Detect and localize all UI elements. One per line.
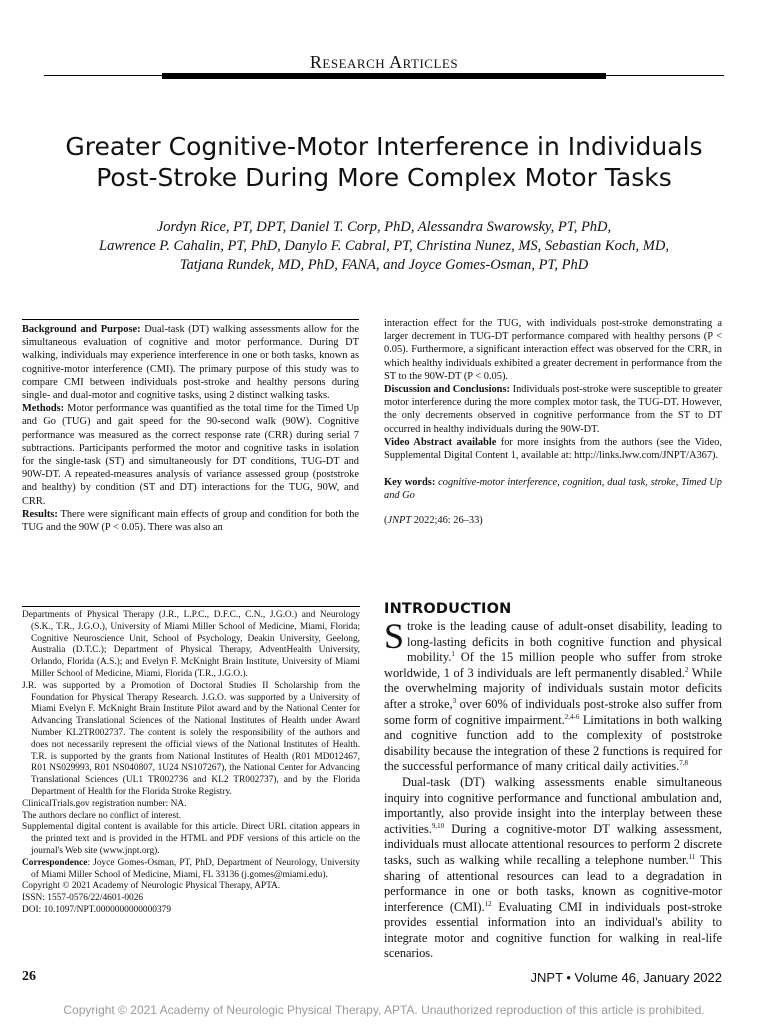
background-label: Background and Purpose: [22, 324, 141, 335]
intro-text: troke is the leading cause of adult-onset disability, leading to long-lasting deficits in both cognitive function and physical mobility. [407, 619, 722, 665]
journal-footer: JNPT • Volume 46, January 2022 [530, 970, 722, 985]
footnote-affiliations: Departments of Physical Therapy (J.R., L.P.C., D.F.C., C.N., J.G.O.) and Neurology (S.K., T.R., J.G.O.), University of Miami Miller School of Medicine, Miami, Florida; Cognitive Neuroscience Unit, School of Psychology, Deakin University, Geelong, Australia (D.T.C.); Department of Physical Therapy, AdventHealth University, Orlando, Florida (A.S.); and Evelyn F. McKnight Brain Institute, University of Miami Miller School of Medicine, Miami, Florida (T.R., J.G.O.). [22, 610, 360, 679]
section-label: Research Articles [309, 52, 459, 72]
title-line-1: Greater Cognitive-Motor Interference in Individuals [65, 132, 703, 161]
discussion-label: Discussion and Conclusions: [384, 384, 510, 396]
intro-text: This sharing of attentional resources can lead to a degradation in performance in one or both tasks, known as cognitive-motor interference (CMI). [384, 852, 722, 914]
journal-citation: (JNPT 2022;46: 26–33) [384, 514, 483, 526]
results-label: Results: [22, 508, 58, 520]
footnote-trial: ClinicalTrials.gov registration number: NA. [22, 798, 187, 809]
intro-paragraph-1 [384, 616, 723, 775]
footnote-supplemental: Supplemental digital content is available for this article. Direct URL citation appears in the printed text and is provided in the HTML and PDF versions of this article on the journal's Web site (www.jnpt.org). [22, 822, 360, 856]
footnote-correspondence [22, 858, 360, 882]
copyright-notice: Copyright © 2021 Academy of Neurologic Physical Therapy, APTA. Unauthorized reproduction of this article is prohibited. [63, 1003, 705, 1017]
citation-rest: 2022;46: 26–33) [411, 514, 483, 526]
author-line-3: Tatjana Rundek, MD, PhD, FANA, and Joyce Gomes-Osman, PT, PhD [179, 257, 589, 273]
header-rule-thick [162, 73, 606, 79]
intro-text: over 60% of individuals post-stroke also suffer from some form of cognitive impairment. [384, 696, 722, 727]
citation-ref: 2,4-6 [564, 712, 580, 721]
intro-text: Evaluating CMI in individuals post-stroke provides essential information into an individual's ability to integrate motor and cognitive function for walking in real-life scenarios. [384, 899, 722, 961]
citation-ref: 7,8 [679, 759, 688, 768]
footnotes [22, 606, 360, 917]
intro-paragraph-2 [384, 775, 722, 962]
discussion-text: Individuals post-stroke were susceptible to greater motor interference during the more complex motor task, the TUG-DT. However, the only decrements observed in cognitive performance from the ST to DT occurred in healthy individuals during the 90W-DT. [384, 384, 722, 435]
citation-ref: 3 [452, 696, 457, 705]
author-line-2: Lawrence P. Cahalin, PT, PhD, Danylo F. Cabral, PT, Christina Nunez, MS, Sebastian Koch, MD, [99, 238, 669, 254]
abstract-methods [22, 402, 359, 508]
keywords-text: cognitive-motor interference, cognition, dual task, stroke, Timed Up and Go [384, 477, 722, 502]
abstract-background [22, 323, 359, 402]
citation-ref: 12 [484, 899, 492, 908]
keywords [384, 476, 722, 502]
article-title [30, 131, 738, 193]
correspondence-text: : Joyce Gomes-Osman, PT, PhD, Department of Neurology, University of Miami Miller School of Medicine, Miami, FL 33136 (j.gomes@miami.edu). [31, 857, 360, 880]
intro-text: While the overwhelming majority of individuals sustain motor deficits after a stroke, [384, 665, 723, 711]
abstract-left-column [22, 319, 359, 534]
results-text: There were significant main effects of group and condition for both the TUG and the 90W (P < 0.05). There was also an [22, 508, 359, 534]
author-line-1: Jordyn Rice, PT, DPT, Daniel T. Corp, PhD, Alessandra Swarowsky, PT, PhD, [156, 219, 612, 235]
footnote-issn: ISSN: 1557-0576/22/4601-0026 [22, 893, 144, 904]
citation-ref: 1 [451, 650, 455, 659]
intro-heading: INTRODUCTION [384, 601, 512, 617]
citation-journal: JNPT [387, 514, 412, 526]
abstract-right-column [384, 317, 722, 527]
footnote-funding: J.R. was supported by a Promotion of Doctoral Studies II Scholarship from the Foundation for Physical Therapy Research. J.G.O. was supported by a University of Miami Evelyn F. McKnight Brain Institute Pilot award and by the National Center for Advancing Translational Sciences of the National Institutes of Health under Award Number KL2TR002737. The content is solely the responsibility of the authors and does not necessarily represent the official views of the National Institutes of Health. T.R. is supported by the grants from National Institutes of Health (R01 MD012467, R01 NS029993, R01 NS040807, 1U24 NS107267), the National Center for Advancing Translational Sciences (UL1 TR002736 and KL2 TR002737), and by the Florida Department of Health for the Florida Stroke Registry. [22, 680, 360, 797]
results-continued: interaction effect for the TUG, with individuals post-stroke demonstrating a larger decrement in TUG-DT performance compared with healthy persons (P < 0.05). Furthermore, a significant interaction effect was observed for the CRR, in which healthy individuals exhibited a greater decrement in performance from the ST to the 90W-DT (P < 0.05). [384, 318, 722, 382]
intro-text: Dual-task (DT) walking assessments enable simultaneous inquiry into cognitive performance and functional ambulation and, importantly, also provide insight into the interplay between these activities. [384, 774, 722, 836]
abstract-results [22, 508, 359, 534]
methods-label: Methods: [22, 403, 65, 415]
page-number: 26 [22, 969, 36, 984]
footnote-doi: DOI: 10.1097/NPT.0000000000000379 [22, 904, 172, 915]
background-text: Dual-task (DT) walking assessments allow for the simultaneous evaluation of cognitive and motor performance. During DT walking, individuals may experience interference in one or both tasks, known as cognitive-motor interference (CMI). The primary purpose of this study was to compare CMI between individuals post-stroke and healthy persons during single- and dual-motor and cognitive tasks, using 2 distinct walking tasks. [22, 324, 359, 402]
author-list [20, 218, 748, 275]
abstract-discussion [384, 383, 722, 436]
citation-ref: 2 [684, 665, 689, 674]
title-line-2: Post-Stroke During More Complex Motor Tasks [96, 163, 672, 192]
intro-body [384, 616, 723, 962]
citation-ref: 9,10 [431, 821, 445, 830]
methods-text: Motor performance was quantified as the total time for the Timed Up and Go (TUG) and gait speed for the 90-second walk (90W). Cognitive performance was measured as the correct response rate (CRR) during serial 7 subtractions. Participants performed the motor and cognitive tasks in isolation for the single-task (ST) and simultaneously for DT conditions, TUG-DT and 90W-DT. A repeated-measures analysis of variance assessed group (poststroke and healthy) by condition (ST and DT) interactions for the TUG, 90W, and CRR. [22, 403, 359, 507]
drop-cap: S [384, 616, 405, 656]
footnote-coi: The authors declare no conflict of interest. [22, 810, 182, 821]
video-text: for more insights from the authors (see the Video, Supplemental Digital Content 1, available at: http://links.lww.com/JNPT/A367). [384, 436, 722, 462]
footnote-copyright: Copyright © 2021 Academy of Neurologic Physical Therapy, APTA. [22, 881, 281, 892]
correspondence-label: Correspondence [22, 857, 88, 868]
abstract-video [384, 436, 722, 462]
video-label: Video Abstract available [384, 436, 497, 448]
keywords-label: Key words: [384, 477, 436, 489]
citation-ref: 11 [688, 852, 696, 861]
intro-text: During a cognitive-motor DT walking assessment, individuals must allocate attentional resources to perform 2 discrete tasks, such as walking while recalling a telephone number. [384, 821, 722, 867]
intro-text: Of the 15 million people who suffer from stroke worldwide, 1 of 3 individuals are left permanently disabled. [384, 650, 722, 680]
intro-text: Limitations in both walking and cognitive function add to the complexity of poststroke disability because the integration of these 2 functions is required for the successful performance of many critical daily activities. [384, 712, 723, 774]
